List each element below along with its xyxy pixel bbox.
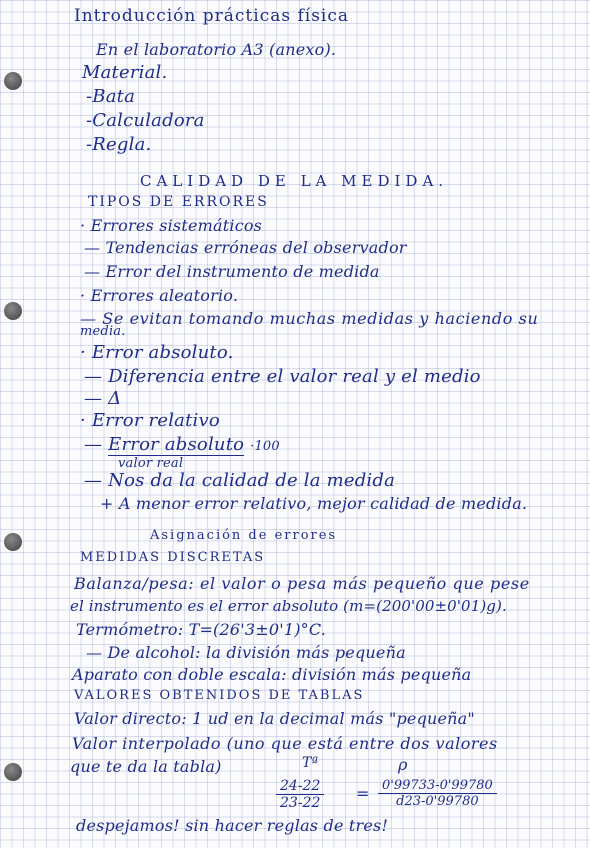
fraction-denominator: 23-22 — [280, 795, 321, 811]
fraction-numerator: 0'99733-0'99780 — [378, 778, 497, 794]
text-line: — Δ — [84, 388, 122, 409]
subheading: TIPOS DE ERRORES — [88, 194, 269, 210]
list-item: -Calculadora — [86, 110, 205, 131]
text-line: Aparato con doble escala: división más pequeña — [72, 665, 472, 684]
subheading: MEDIDAS DISCRETAS — [80, 550, 266, 565]
text-line: — Nos da la calidad de la medida — [84, 470, 396, 491]
section-heading: CALIDAD DE LA MEDIDA. — [140, 172, 449, 190]
subheading: VALORES OBTENIDOS DE TABLAS — [74, 688, 365, 703]
text-line: — Error del instrumento de medida — [84, 262, 380, 281]
binder-hole — [4, 302, 22, 320]
page-title: Introducción prácticas física — [74, 6, 350, 26]
text-line: — Se evitan tomando muchas medidas y haciendo su — [80, 309, 539, 328]
fraction-numerator: Error absoluto — [108, 434, 245, 455]
text-line: Valor interpolado (uno que está entre dos valores — [72, 734, 498, 753]
text-line: + A menor error relativo, mejor calidad de medida. — [100, 494, 528, 513]
text-line: que te da la tabla) — [70, 757, 222, 776]
text-line: — De alcohol: la división más pequeña — [86, 643, 406, 662]
column-label: ρ — [398, 755, 408, 774]
text-line: Balanza/pesa: el valor o pesa más pequeño que pese — [74, 574, 530, 593]
list-item: -Regla. — [86, 134, 152, 155]
equals-sign: = — [356, 784, 370, 803]
fraction-left — [276, 778, 324, 811]
section-heading: Asignación de errores — [150, 528, 338, 543]
fraction-right — [378, 778, 497, 809]
fraction-denominator: valor real — [118, 456, 184, 471]
column-label: Tª — [302, 755, 319, 771]
heading-material: Material. — [82, 62, 168, 83]
binder-hole — [4, 533, 22, 551]
text-line: media. — [80, 324, 126, 339]
text-line — [84, 434, 280, 455]
bullet-item: · Error absoluto. — [80, 342, 234, 363]
list-item: -Bata — [86, 86, 136, 107]
text-line: Termómetro: T=(26'3±0'1)°C. — [76, 620, 327, 639]
text-line: — Diferencia entre el valor real y el medio — [84, 366, 481, 387]
binder-hole — [4, 763, 22, 781]
text-line: despejamos! sin hacer reglas de tres! — [76, 816, 389, 835]
binder-hole — [4, 72, 22, 90]
text-line: Valor directo: 1 ud en la decimal más "pequeña" — [74, 709, 475, 728]
fraction-numerator: 24-22 — [276, 778, 324, 795]
bullet-item: · Errores sistemáticos — [80, 216, 263, 235]
text-line: — Tendencias erróneas del observador — [84, 238, 407, 257]
text-line: En el laboratorio A3 (anexo). — [96, 40, 337, 59]
bullet-item: · Errores aleatorio. — [80, 286, 239, 305]
bullet-item: · Error relativo — [80, 410, 220, 431]
dash: — — [84, 434, 103, 455]
fraction-denominator: d23-0'99780 — [396, 794, 479, 809]
fraction-multiplier: ·100 — [250, 439, 280, 454]
text-line: el instrumento es el error absoluto (m=(200'00±0'01)g). — [70, 597, 507, 615]
